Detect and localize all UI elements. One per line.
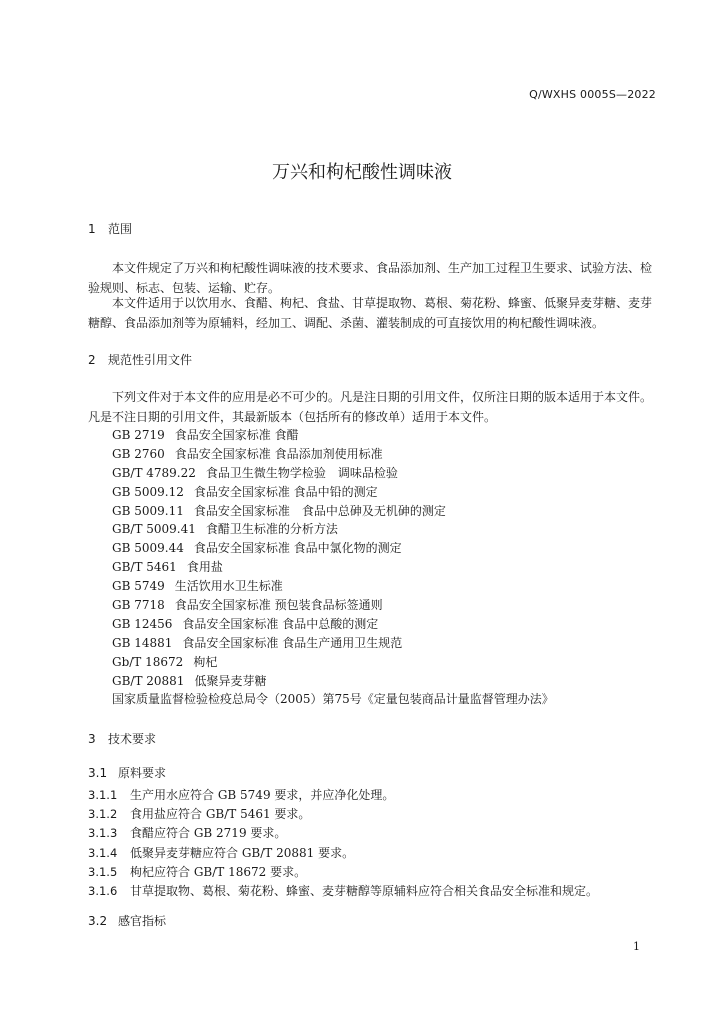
scope-paragraph-1: 本文件规定了万兴和枸杞酸性调味液的技术要求、食品添加剂、生产加工过程卫生要求、试验方法、检验规则、标志、包装、运输、贮存。: [88, 261, 653, 295]
subsection-number: 3.1: [88, 766, 108, 780]
clause-number: 3.1.6: [88, 883, 118, 898]
section-number: 2: [88, 353, 96, 367]
clause-item: [88, 824, 598, 843]
clause-number: 3.1.1: [88, 788, 118, 802]
reference-code: Gb/T 18672: [112, 654, 184, 669]
section-number: 3: [88, 732, 96, 746]
reference-code: GB 5009.12: [112, 484, 184, 499]
reference-name: 食品安全国家标准 食品中总砷及无机砷的测定: [193, 503, 446, 518]
section-title: 规范性引用文件: [108, 353, 193, 367]
subsection-3-1-heading: [88, 764, 166, 781]
reference-item: [112, 615, 554, 634]
reference-item: [112, 502, 554, 521]
clause-number: 3.1.5: [88, 864, 118, 879]
section-title: 技术要求: [108, 732, 157, 746]
reference-item: [112, 634, 554, 653]
page-number: 1: [633, 940, 640, 953]
reference-name: 食用盐: [186, 560, 223, 575]
reference-item: [112, 558, 554, 577]
reference-code: GB/T 5461: [112, 560, 177, 575]
reference-code: GB 7718: [112, 598, 165, 613]
raw-material-clauses: [88, 786, 598, 901]
document-code: Q/WXHS 0005S—2022: [529, 88, 656, 101]
section-3-heading: [88, 730, 156, 747]
reference-name: 食品安全国家标准 食品生产通用卫生规范: [182, 635, 403, 650]
reference-code: GB/T 5009.41: [112, 522, 196, 537]
reference-name: 枸杞: [193, 654, 218, 669]
section-title: 范围: [108, 222, 133, 236]
reference-name: 食品安全国家标准 食醋: [174, 428, 299, 442]
clause-number: 3.1.2: [88, 807, 118, 822]
reference-code: GB 14881: [112, 635, 173, 650]
reference-item: [112, 464, 554, 483]
clause-item: [88, 805, 598, 824]
reference-name: 低聚异麦芽糖: [194, 673, 267, 688]
reference-item: [112, 539, 554, 558]
reference-item: [112, 577, 554, 596]
reference-name: 生活饮用水卫生标准: [174, 579, 283, 594]
reference-code: GB/T 4789.22: [112, 465, 196, 480]
clause-text: 低聚异麦芽糖应符合 GB/T 20881 要求。: [130, 845, 355, 860]
clause-item: [88, 882, 598, 901]
section-1-heading: [88, 220, 132, 237]
subsection-number: 3.2: [88, 914, 108, 928]
section-number: 1: [88, 222, 96, 236]
section-2-heading: [88, 351, 192, 368]
reference-code: GB 5749: [112, 579, 165, 594]
reference-name: 食品安全国家标准 食品添加剂使用标准: [174, 446, 383, 461]
subsection-title: 感官指标: [118, 914, 167, 928]
clause-item: [88, 863, 598, 882]
reference-name: 食品安全国家标准 预包装食品标签通则: [174, 598, 383, 613]
reference-name: 食醋卫生标准的分析方法: [205, 522, 338, 537]
reference-item: [112, 653, 554, 672]
reference-name: 食品安全国家标准 食品中总酸的测定: [182, 616, 379, 631]
references-intro: 下列文件对于本文件的应用是必不可少的。凡是注日期的引用文件，仅所注日期的版本适用于本文件。凡是不注日期的引用文件，其最新版本（包括所有的修改单）适用于本文件。: [88, 390, 653, 424]
clause-text: 甘草提取物、葛根、菊花粉、蜂蜜、麦芽糖醇等原辅料应符合相关食品安全标准和规定。: [130, 883, 599, 898]
reference-name: 食品卫生微生物学检验 调味品检验: [205, 465, 398, 480]
clause-number: 3.1.3: [88, 826, 118, 841]
clause-text: 枸杞应符合 GB/T 18672 要求。: [130, 864, 307, 879]
reference-code: GB 2760: [112, 446, 165, 461]
reference-code: GB 5009.44: [112, 541, 184, 556]
clause-item: [88, 786, 598, 805]
reference-code: GB/T 20881: [112, 673, 185, 688]
reference-item: [112, 445, 554, 464]
reference-list: [112, 426, 554, 709]
reference-code: GB 2719: [112, 428, 165, 442]
reference-name: 食品安全国家标准 食品中铅的测定: [193, 484, 378, 499]
reference-code: GB 12456: [112, 616, 173, 631]
subsection-3-2-heading: [88, 912, 166, 929]
clause-item: [88, 844, 598, 863]
clause-text: 生产用水应符合 GB 5749 要求，并应净化处理。: [130, 788, 395, 802]
reference-item: [112, 483, 554, 502]
document-title: 万兴和枸杞酸性调味液: [272, 162, 452, 183]
reference-item-regulation: 国家质量监督检验检疫总局令（2005）第75号《定量包装商品计量监督管理办法》: [112, 692, 554, 707]
subsection-title: 原料要求: [118, 766, 167, 780]
clause-text: 食醋应符合 GB 2719 要求。: [130, 826, 287, 841]
reference-item: [112, 426, 554, 445]
reference-item: [112, 520, 554, 539]
reference-item: [112, 596, 554, 615]
clause-text: 食用盐应符合 GB/T 5461 要求。: [130, 807, 311, 822]
clause-number: 3.1.4: [88, 845, 118, 860]
reference-code: GB 5009.11: [112, 503, 184, 518]
scope-paragraph-2: 本文件适用于以饮用水、食醋、枸杞、食盐、甘草提取物、葛根、菊花粉、蜂蜜、低聚异麦芽糖、麦芽糖醇、食品添加剂等为原辅料，经加工、调配、杀菌、灌装制成的可直接饮用的枸杞酸性调味液。: [88, 296, 653, 330]
reference-name: 食品安全国家标准 食品中氯化物的测定: [193, 541, 402, 556]
reference-item: [112, 672, 554, 691]
